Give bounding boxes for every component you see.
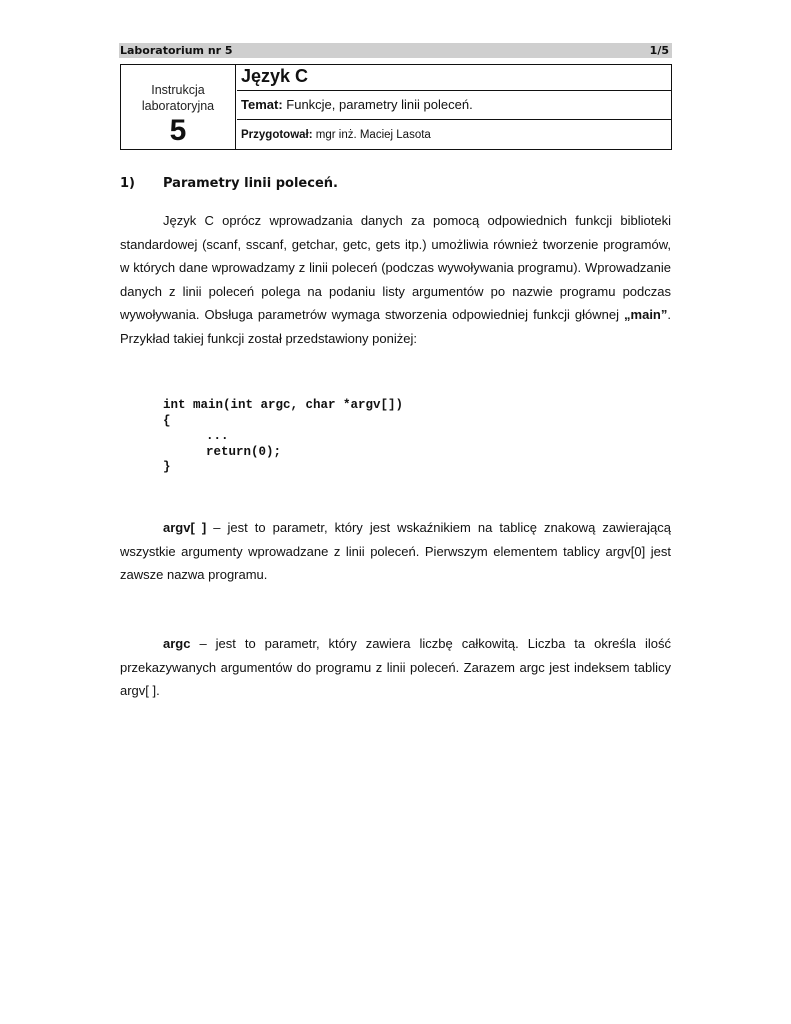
code-block (163, 398, 403, 476)
argv-paragraph (120, 516, 671, 587)
author-text (241, 129, 431, 141)
course-title: Język C (241, 66, 309, 86)
intro-paragraph (120, 209, 671, 350)
argv-term: argv[ ] (163, 520, 207, 535)
lab-number-header: Laboratorium nr 5 (120, 44, 233, 57)
instruction-line2: laboratoryjna (141, 99, 215, 113)
instruction-cell (121, 65, 236, 149)
lab-number: 5 (169, 114, 187, 147)
section-number: 1) (120, 176, 135, 191)
instruction-label (121, 82, 235, 114)
code-line: { (163, 413, 171, 428)
code-line: return(0); (206, 444, 282, 459)
page-number: 1/5 (649, 44, 669, 57)
argv-description: – jest to parametr, który jest wskaźnikiem na tablicę znakową zawierającą wszystkie argumenty wprowadzane z linii poleceń. Pierwszym elementem tablicy argv[0] jest zawsze nazwa programu. (120, 520, 671, 582)
topic-value: Funkcje, parametry linii poleceń. (282, 97, 473, 112)
code-line: int main(int argc, char *argv[]) (163, 398, 404, 412)
intro-main-keyword: „main” (624, 307, 668, 322)
title-box (120, 64, 672, 150)
author-row (237, 121, 671, 149)
page-header-bar (119, 43, 672, 58)
intro-text-after: . Przykład takiej funkcji został przedstawiony poniżej: (120, 307, 671, 346)
section-title: Parametry linii poleceń. (163, 176, 338, 191)
intro-text-before: Język C oprócz wprowadzania danych za pomocą odpowiednich funkcji biblioteki standardowej (scanf, sscanf, getchar, getc, gets itp.) umożliwia również tworzenie programów, w których dane wprowadzamy z linii poleceń (podczas wywoływania programu). Wprowadzanie danych z linii poleceń polega na podaniu listy argumentów po nazwie programu podczas wywoływania. Obsługa parametrów wymaga stworzenia odpowiedniej funkcji głównej (120, 213, 671, 322)
instruction-line1: Instrukcja (151, 83, 205, 97)
course-row (237, 65, 671, 91)
argc-description: – jest to parametr, który zawiera liczbę całkowitą. Liczba ta określa ilość przekazywanych argumentów do programu z linii poleceń. Zarazem argc jest indeksem tablicy argv[ ]. (120, 636, 671, 698)
code-line: ... (206, 429, 229, 443)
author-value: mgr inż. Maciej Lasota (312, 129, 431, 141)
topic-row (237, 91, 671, 120)
author-label: Przygotował: (241, 129, 313, 141)
topic-text (241, 97, 473, 112)
topic-label: Temat: (241, 97, 283, 112)
argc-paragraph (120, 632, 671, 703)
argc-term: argc (163, 636, 191, 651)
code-line: } (163, 460, 171, 474)
